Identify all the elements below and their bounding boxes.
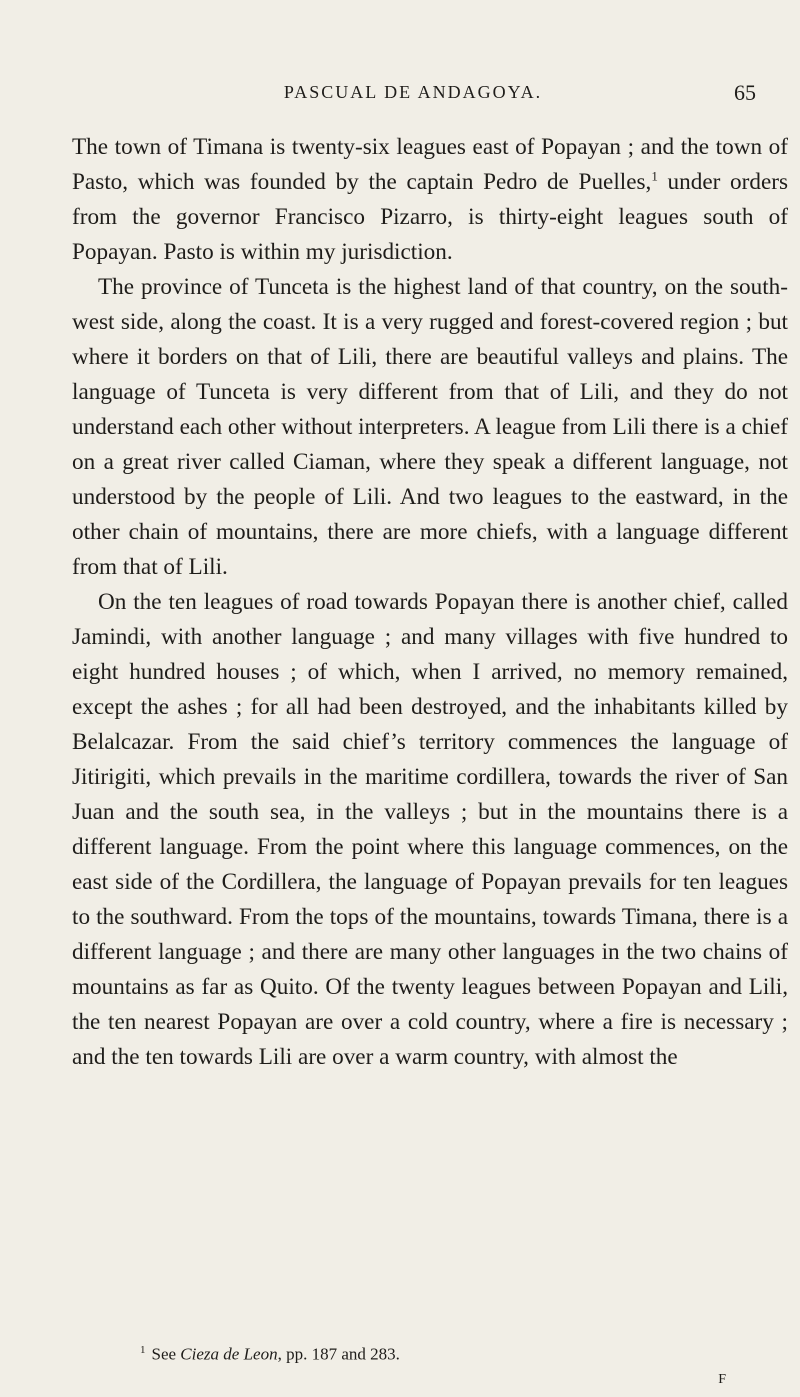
footnote-pages: , pp. 187 and 283.	[277, 1344, 400, 1364]
paragraph-1-text-after: under orders from the governor Francisco Pizarro, is thirty-eight leagues south of Popayan. Pasto is within my jurisdiction.	[72, 169, 788, 265]
page-number: 65	[734, 80, 756, 105]
paragraph-1-text-before: The town of Timana is twenty-six leagues east of Popayan ; and the town of Pasto, which was founded by the captain Pedro de Puelles,	[72, 134, 788, 195]
paragraph-1	[72, 130, 788, 270]
paragraph-2: The province of Tunceta is the highest land of that country, on the south-west side, along the coast. It is a very rugged and forest-covered region ; but where it borders on that of Lili, there are beautiful valleys and plains. The language of Tunceta is very different from that of Lili, and they do not understand each other without interpreters. A league from Lili there is a chief on a great river called Ciaman, where they speak a different language, not understood by the people of Lili. And two leagues to the eastward, in the other chain of mountains, there are more chiefs, with a language different from that of Lili.	[72, 274, 788, 580]
running-title: PASCUAL DE ANDAGOYA.	[283, 82, 543, 102]
footnote-prefix: See	[151, 1344, 181, 1364]
footnote	[140, 1344, 400, 1365]
footnote-number: 1	[140, 1344, 146, 1356]
footnote-reference: 1	[651, 168, 658, 184]
signature-mark: F	[718, 1372, 726, 1387]
running-header	[70, 80, 756, 110]
body-text	[72, 130, 788, 1075]
footnote-cited-title: Cieza de Leon	[180, 1344, 278, 1364]
paragraph-3: On the ten leagues of road towards Popayan there is another chief, called Jamindi, with another language ; and many villages with five hundred to eight hundred houses ; of which, when I arrived, no memory remained, except the ashes ; for all had been destroyed, and the inhabitants killed by Belalcazar. From the said chief’s territory commences the language of Jitirigiti, which prevails in the maritime cordillera, towards the river of San Juan and the south sea, in the valleys ; but in the mountains there is a different language. From the point where this language commences, on the east side of the Cordillera, the language of Popayan prevails for ten leagues to the southward. From the tops of the mountains, towards Timana, there is a different language ; and there are many other languages in the two chains of mountains as far as Quito. Of the twenty leagues between Popayan and Lili, the ten nearest Popayan are over a cold country, where a fire is necessary ; and the ten towards Lili are over a warm country, with almost the	[72, 589, 788, 1070]
